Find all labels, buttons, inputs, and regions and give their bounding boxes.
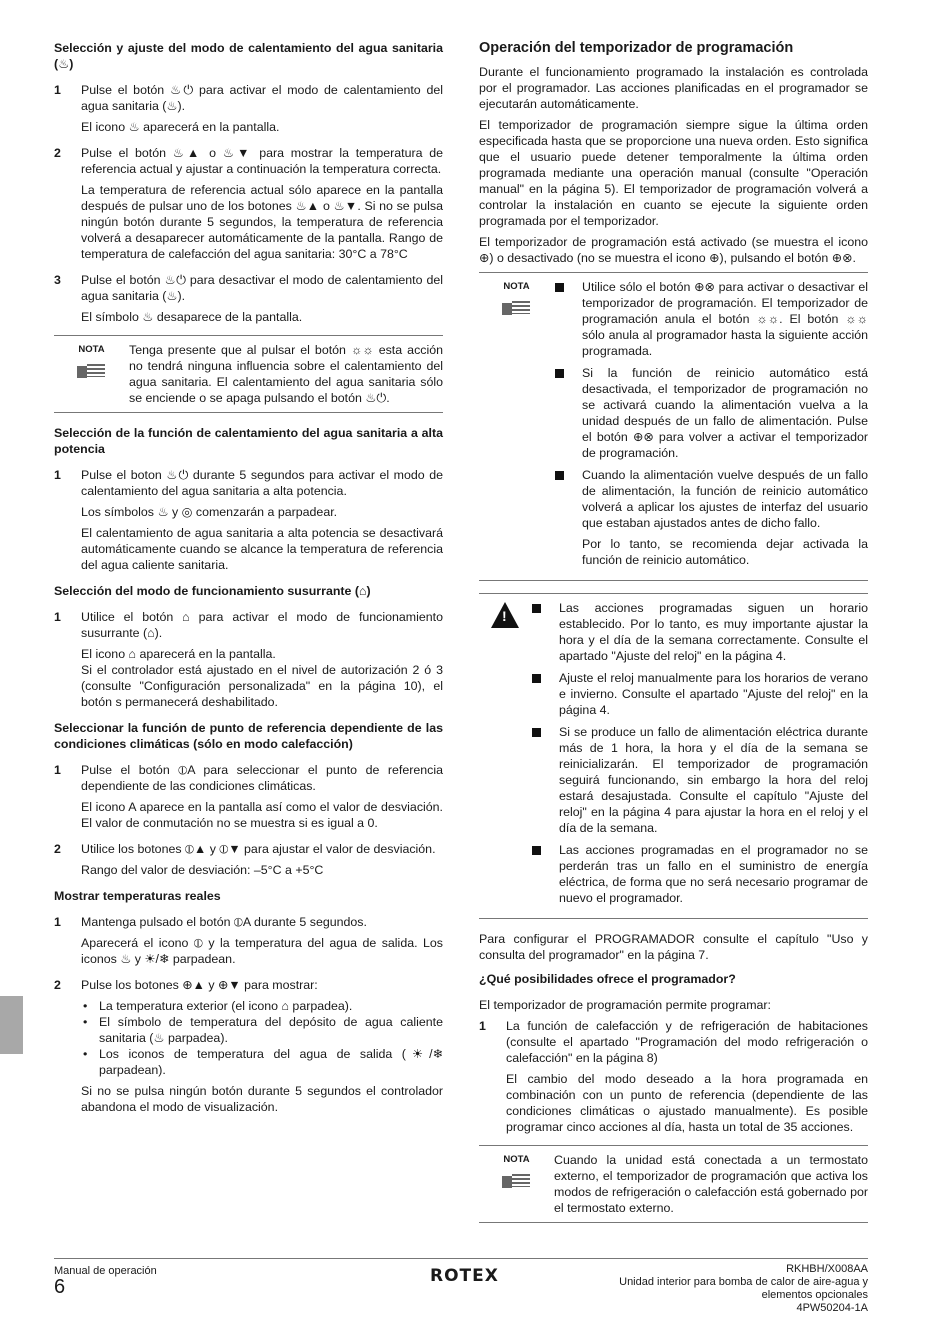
item-paragraph: Pulse el botón ♨▲ o ♨▼ para mostrar la temperatura de referencia actual y ajustar a continuación la temperatura correcta. xyxy=(81,146,443,176)
list-item xyxy=(479,1018,868,1135)
item-paragraph: El icono ♨ aparecerá en la pantalla. xyxy=(81,120,280,134)
list-item xyxy=(54,914,443,967)
item-paragraph: Los símbolos ♨ y ◎ comenzarán a parpadear. xyxy=(81,505,338,519)
item-number: 1 xyxy=(54,610,61,624)
note-side xyxy=(54,342,129,406)
bullet-item: • El símbolo de temperatura del depósito de agua caliente sanitaria (♨ parpadea). xyxy=(81,1014,443,1046)
item-number: 2 xyxy=(54,978,61,992)
item-number: 2 xyxy=(54,842,61,856)
section-title-dhw-mode: Selección y ajuste del modo de calentamiento del agua sanitaria (♨) xyxy=(54,41,443,71)
item-paragraph: El cambio del modo deseado a la hora programada en combinación con un punto de referencia (dependiente de las condiciones climáticas o ajustado manualmente). Es posible programar cinco acciones al día, hasta un total de 35 acciones. xyxy=(506,1072,868,1134)
footer-manual-label: Manual de operación xyxy=(54,1265,157,1277)
item-paragraph: Pulse el botón ♨⏻ para activar el modo de calentamiento del agua sanitaria (♨). xyxy=(81,83,443,113)
bullet-text: Si la función de reinicio automático está desactivada, el temporizador de programación no se activará cuando la alimentación vuelva a la unidad después de un fallo de alimentación. Pulse el botón ⊕⊗ para volver a activar el temporizador de programación. xyxy=(582,366,868,460)
item-number: 1 xyxy=(54,915,61,929)
paragraph: El temporizador de programación siempre sigue la última orden especificada hasta que se proporcione una nueva orden. Esto significa que el usuario puede detener temporalmente la última orden programada mediante una operación manual (consulte "Operación manual" en la página 5). El temporizador de programación volverá a controlar la instalación en cuanto se ejecute la siguiente orden programada por el temporizador. xyxy=(479,118,868,228)
bullet-text: Utilice sólo el botón ⊕⊗ para activar o desactivar el temporizador de programación. El temporizador de programación anula el botón ☼☼. El botón ☼☼ sólo anula al programador hasta la siguiente acción programada. xyxy=(582,280,868,358)
warning-box xyxy=(479,593,868,919)
item-number: 1 xyxy=(479,1019,486,1033)
footer-line: Unidad interior para bomba de calor de aire-agua y xyxy=(619,1276,868,1288)
note-box-2 xyxy=(479,272,868,581)
note-side xyxy=(479,279,554,574)
item-paragraph: Utilice los botones ⦶▲ y ⦶▼ para ajustar el valor de desviación. xyxy=(81,842,436,856)
warning-triangle-icon xyxy=(491,602,519,628)
list-actual-temps xyxy=(54,914,443,967)
note-side xyxy=(479,1152,554,1216)
note-box-3 xyxy=(479,1145,868,1223)
warning-side xyxy=(479,600,531,912)
item-paragraph: Rango del valor de desviación: –5°C a +5°C xyxy=(81,863,324,877)
section-title-quiet-mode: Selección del modo de funcionamiento susurrante (⌂) xyxy=(54,584,371,598)
warning-text xyxy=(531,600,868,912)
note-box-1 xyxy=(54,335,443,413)
bullet-item: • La temperatura exterior (el icono ⌂ parpadea). xyxy=(81,998,443,1014)
list-high-power xyxy=(54,467,443,573)
item-paragraph: Pulse el botón ♨⏻ para desactivar el modo de calentamiento del agua sanitaria (♨). xyxy=(81,273,443,303)
rotex-logo: ROTEX xyxy=(430,1266,499,1286)
list-item xyxy=(54,82,443,135)
note-label: NOTA xyxy=(503,1154,530,1165)
footer-divider xyxy=(54,1258,868,1259)
item-intro: Pulse los botones ⊕▲ y ⊕▼ para mostrar: xyxy=(81,978,318,992)
section-title-weather-dependent: Seleccionar la función de punto de referencia dependiente de las condiciones climáticas (sólo en modo calefacción) xyxy=(54,721,443,751)
list-item xyxy=(54,467,443,573)
item-paragraph: Aparecerá el icono ⦶ y la temperatura del agua de salida. Los iconos ♨ y ☀/❄ parpadean. xyxy=(81,936,443,966)
paragraph: El temporizador de programación está activado (se muestra el icono ⊕) o desactivado (no se muestra el icono ⊕), pulsando el botón ⊕⊗. xyxy=(479,235,868,265)
note-hand-icon xyxy=(77,362,107,380)
square-bullet-list xyxy=(554,279,868,568)
item-paragraph: La función de calefacción y de refrigeración de habitaciones (consulte el apartado "Programación del modo refrigeración o calefacción" en la página 8) xyxy=(506,1019,868,1065)
square-bullet-item: Las acciones programadas en el programador no se perderán tras un fallo en el suministro de energía eléctrica, de forma que no será necesario programar de nuevo el programador. xyxy=(531,842,868,906)
item-number: 3 xyxy=(54,273,61,287)
item-paragraph: Utilice el botón ⌂ para activar el modo de funcionamiento susurrante (⌂). xyxy=(81,610,443,640)
list-possibilities xyxy=(479,1018,868,1135)
right-column xyxy=(479,40,868,1235)
page-number: 6 xyxy=(54,1276,66,1298)
footer-line: RKHBH/X008AA xyxy=(786,1263,868,1275)
footer-line: elementos opcionales xyxy=(761,1289,868,1301)
list-quiet-mode xyxy=(54,609,443,710)
note-label: NOTA xyxy=(503,281,530,292)
section-title-scheduler: Operación del temporizador de programación xyxy=(479,40,794,56)
item-paragraph: Pulse el boton ♨⏻ durante 5 segundos para activar el modo de calentamiento del agua sanitaria a alta potencia. xyxy=(81,468,443,498)
left-column xyxy=(54,40,443,1125)
side-tab xyxy=(0,996,23,1054)
item-paragraph: El símbolo ♨ desaparece de la pantalla. xyxy=(81,310,303,324)
item-paragraph: El icono A aparece en la pantalla así como el valor de desviación. El valor de conmutación no se muestra si es igual a 0. xyxy=(81,800,443,830)
square-bullet-item: Si se produce un fallo de alimentación eléctrica durante más de 1 hora, la hora y el día de la semana se reinicializarán. El temporizador de programación seguirá funcionando, sin embargo la hora del reloj estará desajustada. Consulte el capítulo "Ajuste del reloj" en la página 4 para ajustar la hora en el reloj y el día de la semana. xyxy=(531,724,868,836)
item-paragraph: La temperatura de referencia actual sólo aparece en la pantalla después de pulsar uno de los botones ♨▲ o ♨▼. Si no se pulsa ningún botón durante 5 segundos, la temperatura de referencia volverá a desaparecer automáticamente de la pantalla. Rango de temperatura de calefacción del agua sanitaria: 30°C a 78°C xyxy=(81,183,443,261)
paragraph: El temporizador de programación permite programar: xyxy=(479,998,771,1012)
note-label: NOTA xyxy=(78,344,105,355)
list-item-actual-temps-2 xyxy=(54,977,443,1115)
item-number: 1 xyxy=(54,763,61,777)
list-item xyxy=(54,272,443,325)
item-paragraph: Mantenga pulsado el botón ⦶A durante 5 segundos. xyxy=(81,915,367,929)
item-paragraph: Pulse el botón ⦶A para seleccionar el punto de referencia dependiente de las condiciones climáticas. xyxy=(81,763,443,793)
list-weather-dependent xyxy=(54,762,443,878)
paragraph: Para configurar el PROGRAMADOR consulte el capítulo "Uso y consulta del programador" en la página 7. xyxy=(479,932,868,962)
footer-line: 4PW50204-1A xyxy=(796,1302,868,1314)
item-paragraph: El icono ⌂ aparecerá en la pantalla. Si el controlador está ajustado en el nivel de autorización 2 ó 3 (consulte "Configuración personalizada" en la página 10), el botón s permanecerá deshabilitado. xyxy=(81,647,443,709)
note-hand-icon xyxy=(502,1172,532,1190)
square-bullet-item xyxy=(554,467,868,568)
list-dhw-mode xyxy=(54,82,443,325)
item-number: 1 xyxy=(54,83,61,97)
note-text: Tenga presente que al pulsar el botón ☼☼ esta acción no tendrá ninguna influencia sobre el calentamiento del agua sanitaria. El calentamiento del agua sanitaria sólo se enciende o se apaga pulsando el botón ♨⏻. xyxy=(129,343,443,405)
square-bullet-item: Las acciones programadas siguen un horario establecido. Por lo tanto, es muy importante ajustar la hora y el día de la semana correctamente. Consulte el apartado "Ajuste del reloj" en la página 4. xyxy=(531,600,868,664)
section-title-actual-temps: Mostrar temperaturas reales xyxy=(54,889,221,903)
list-item xyxy=(54,762,443,831)
list-item xyxy=(54,841,443,878)
item-paragraph: El calentamiento de agua sanitaria a alta potencia se desactivará automáticamente cuando se alcance la temperatura de referencia del agua caliente sanitaria. xyxy=(81,526,443,572)
note-text xyxy=(554,279,868,574)
note-text: Cuando la unidad está conectada a un termostato externo, el temporizador de programación que activa los modos de refrigeración o calefacción está gobernado por el termostato externo. xyxy=(554,1153,868,1215)
section-title-possibilities: ¿Qué posibilidades ofrece el programador? xyxy=(479,972,736,986)
item-number: 2 xyxy=(54,146,61,160)
section-title-high-power: Selección de la función de calentamiento del agua sanitaria a alta potencia xyxy=(54,426,443,456)
footer-doc-info xyxy=(619,1263,868,1315)
item-number: 1 xyxy=(54,468,61,482)
square-bullet-item: Ajuste el reloj manualmente para los horarios de verano e invierno. Consulte el apartado "Ajuste del reloj" en la página 4. xyxy=(531,670,868,718)
square-bullet-list xyxy=(531,600,868,906)
bullet-text: Cuando la alimentación vuelve después de un fallo de alimentación, la función de reinicio automático volverá a aplicar los ajustes de interfaz del usuario que estaban ajustados antes de dicho fallo. xyxy=(582,468,868,530)
square-bullet-item xyxy=(554,279,868,359)
list-item xyxy=(54,609,443,710)
list-item xyxy=(54,145,443,262)
paragraph: Durante el funcionamiento programado la instalación es controlada por el programador. Las acciones planificadas en el programador se ejecutarán automáticamente. xyxy=(479,65,868,111)
square-bullet-item xyxy=(554,365,868,461)
note-hand-icon xyxy=(502,299,532,317)
bullet-item: • Los iconos de temperatura del agua de salida (☀/❄ parpadean). xyxy=(81,1046,443,1078)
bullet-subtext: Por lo tanto, se recomienda dejar activada la función de reinicio automático. xyxy=(582,537,868,567)
item-outro: Si no se pulsa ningún botón durante 5 segundos el controlador abandona el modo de visualización. xyxy=(81,1084,443,1114)
bullet-list xyxy=(81,998,443,1078)
